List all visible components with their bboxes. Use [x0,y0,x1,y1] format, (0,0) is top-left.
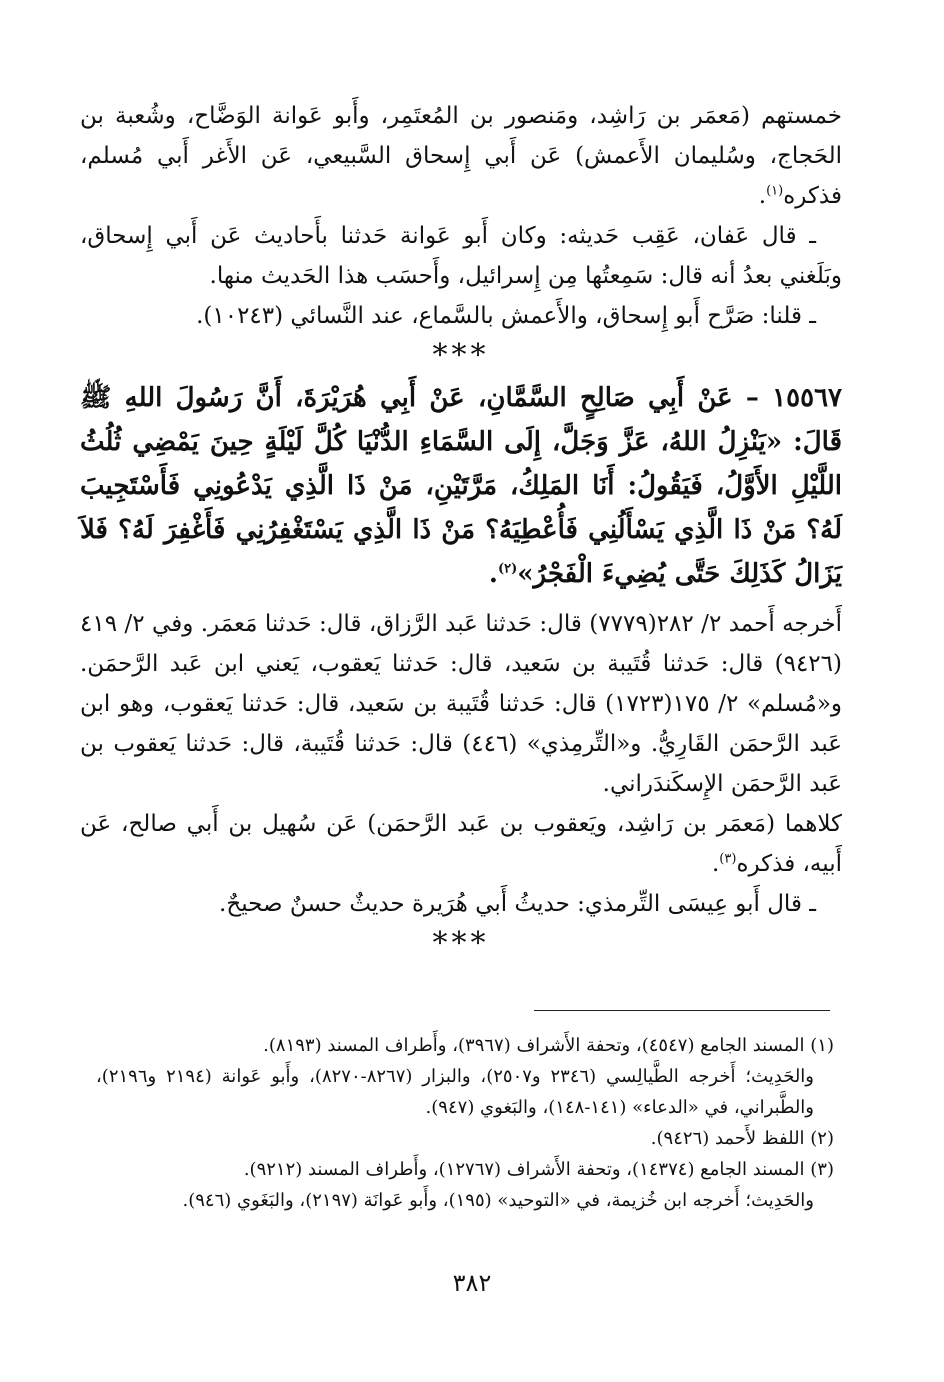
footnote-2: (٢) اللفظ لأَحمد (٩٤٢٦). [650,1128,834,1149]
paragraph-intro: خمستهم (مَعمَر بن رَاشِد، ومَنصور بن المُعتَمِر، وأَبو عَوانة الوَضَّاح، وشُعبة بن الحَجاج، وسُليمان الأَعمش) عَن أَبي إِسحاق السَّبيعي، عَن الأَغر أَبي مُسلم، فذكره$^{(١)}$. [80,103,842,209]
paragraph-both-narrators: كلاهما (مَعمَر بن رَاشِد، ويَعقوب بن عَبد الرَّحمَن) عَن سُهيل بن أَبي صالح، عَن أَبيه، فذكره$^{(٣)}$. [80,811,842,877]
paragraph-affan-comment: ـ قال عَفان، عَقِب حَديثه: وكان أَبو عَوانة حَدثنا بأَحاديث عَن أَبي إِسحاق، وبَلَغني بعدُ أنه قال: سَمِعتُها مِن إِسرائيل، وأَحسَب هذا الحَديث منها. [80,223,842,289]
hadith-body: عَنْ أَبِي صَالِحٍ السَّمَّانِ، عَنْ أَبِي هُرَيْرَةَ، أَنَّ رَسُولَ اللهِ ﷺ قَالَ: «يَنْزِلُ اللهُ، عَزَّ وَجَلَّ، إِلَى السَّمَاءِ الدُّنْيَا كُلَّ لَيْلَةٍ حِينَ يَمْضِي ثُلُثُ اللَّيْلِ الأَوَّلُ، فَيَقُولُ: أَنَا المَلِكُ، مَرَّتَيْنِ، مَنْ ذَا الَّذِي يَدْعُونِي فَأَسْتَجِيبَ لَهُ؟ مَنْ ذَا الَّذِي يَسْأَلُنِي فَأُعْطِيَهُ؟ مَنْ ذَا الَّذِي يَسْتَغْفِرُنِي فَأَغْفِرَ لَهُ؟ فَلاَ يَزَالُ كَذَلِكَ حَتَّى يُضِيءَ الْفَجْرُ» [80,383,842,589]
section-separator: *** [432,338,490,373]
section-separator-end: *** [432,926,490,961]
main-text [80,96,842,964]
paragraph-tirmidhi-grading: ـ قال أَبو عِيسَى التِّرمذي: حديثُ أَبي هُرَيرة حديثٌ حسنٌ صحيحٌ. [219,891,816,917]
hadith-number: ١٥٥٦٧ – [745,383,842,413]
footnotes [96,1030,834,1216]
footnote-ref-1[interactable]: (١) [766,183,784,199]
footnote-3-detail: والحَدِيث؛ أَخرجه ابن خُزيمة، في «التوحيد» (١٩٥)، وأَبو عَوانَة (٢١٩٧)، والبَغَوي (٩٤٦). [182,1190,814,1211]
paragraph-both-narrators-text: كلاهما (مَعمَر بن رَاشِد، ويَعقوب بن عَبد الرَّحمَن) عَن سُهيل بن أَبي صالح، عَن أَبيه، فذكره [80,811,842,877]
footnote-ref-2[interactable]: (٢) [497,561,518,577]
footnote-ref-3[interactable]: (٣) [719,851,737,867]
footnote-1: (١) المسند الجامع (٤٥٤٧)، وتحفة الأَشراف (٣٩٦٧)، وأَطراف المسند (٨١٩٣). [263,1035,834,1056]
paragraph-editor-note: ـ قلنا: صَرَّح أَبو إِسحاق، والأَعمش بالسَّماع، عند النَّسائي (١٠٢٤٣). [196,303,816,329]
page-number: ٣٨٢ [452,1269,492,1297]
hadith-text: ١٥٥٦٧ – عَنْ أَبِي صَالِحٍ السَّمَّانِ، عَنْ أَبِي هُرَيْرَةَ، أَنَّ رَسُولَ اللهِ ﷺ قَالَ: «يَنْزِلُ اللهُ، عَزَّ وَجَلَّ، إِلَى السَّمَاءِ الدُّنْيَا كُلَّ لَيْلَةٍ حِينَ يَمْضِي ثُلُثُ اللَّيْلِ الأَوَّلُ، فَيَقُولُ: أَنَا المَلِكُ، مَرَّتَيْنِ، مَنْ ذَا الَّذِي يَدْعُونِي فَأَسْتَجِيبَ لَهُ؟ مَنْ ذَا الَّذِي يَسْأَلُنِي فَأُعْطِيَهُ؟ مَنْ ذَا الَّذِي يَسْتَغْفِرُنِي فَأَغْفِرَ لَهُ؟ فَلاَ يَزَالُ كَذَلِكَ حَتَّى يُضِيءَ الْفَجْرُ»$^{(٢)}$. [80,383,842,589]
paragraph-takhrij: أَخرجه أَحمد ٢/ ٢٨٢(٧٧٧٩) قال: حَدثنا عَبد الرَّزاق، قال: حَدثنا مَعمَر. وفي ٢/ ٤١٩ (٩٤٢٦) قال: حَدثنا قُتَيبة بن سَعيد، قال: حَدثنا يَعقوب، يَعني ابن عَبد الرَّحمَن. و«مُسلم» ٢/ ١٧٥(١٧٢٣) قال: حَدثنا قُتَيبة بن سَعيد، قال: حَدثنا يَعقوب، وهو ابن عَبد الرَّحمَن القَارِيُّ. و«التِّرمِذي» (٤٤٦) قال: حَدثنا قُتَيبة، قال: حَدثنا يَعقوب بن عَبد الرَّحمَن الإِسكَندَراني. [80,611,842,797]
footnote-divider [534,1010,830,1011]
paragraph-intro-text: خمستهم (مَعمَر بن رَاشِد، ومَنصور بن المُعتَمِر، وأَبو عَوانة الوَضَّاح، وشُعبة بن الحَجاج، وسُليمان الأَعمش) عَن أَبي إِسحاق السَّبيعي، عَن الأَغر أَبي مُسلم، فذكره [80,103,842,209]
footnote-1-detail: والحَدِيث؛ أَخرجه الطَّيالِسي (٢٣٤٦ و٢٥٠٧)، والبزار (٨٢٦٧-٨٢٧٠)، وأَبو عَوانة (٢١٩٤ و٢١٩٦)، والطَّبراني، في «الدعاء» (١٤١-١٤٨)، والبَغوي (٩٤٧). [96,1066,814,1118]
footnote-3: (٣) المسند الجامع (١٤٣٧٤)، وتحفة الأَشراف (١٢٧٦٧)، وأَطراف المسند (٩٢١٢). [243,1159,834,1180]
